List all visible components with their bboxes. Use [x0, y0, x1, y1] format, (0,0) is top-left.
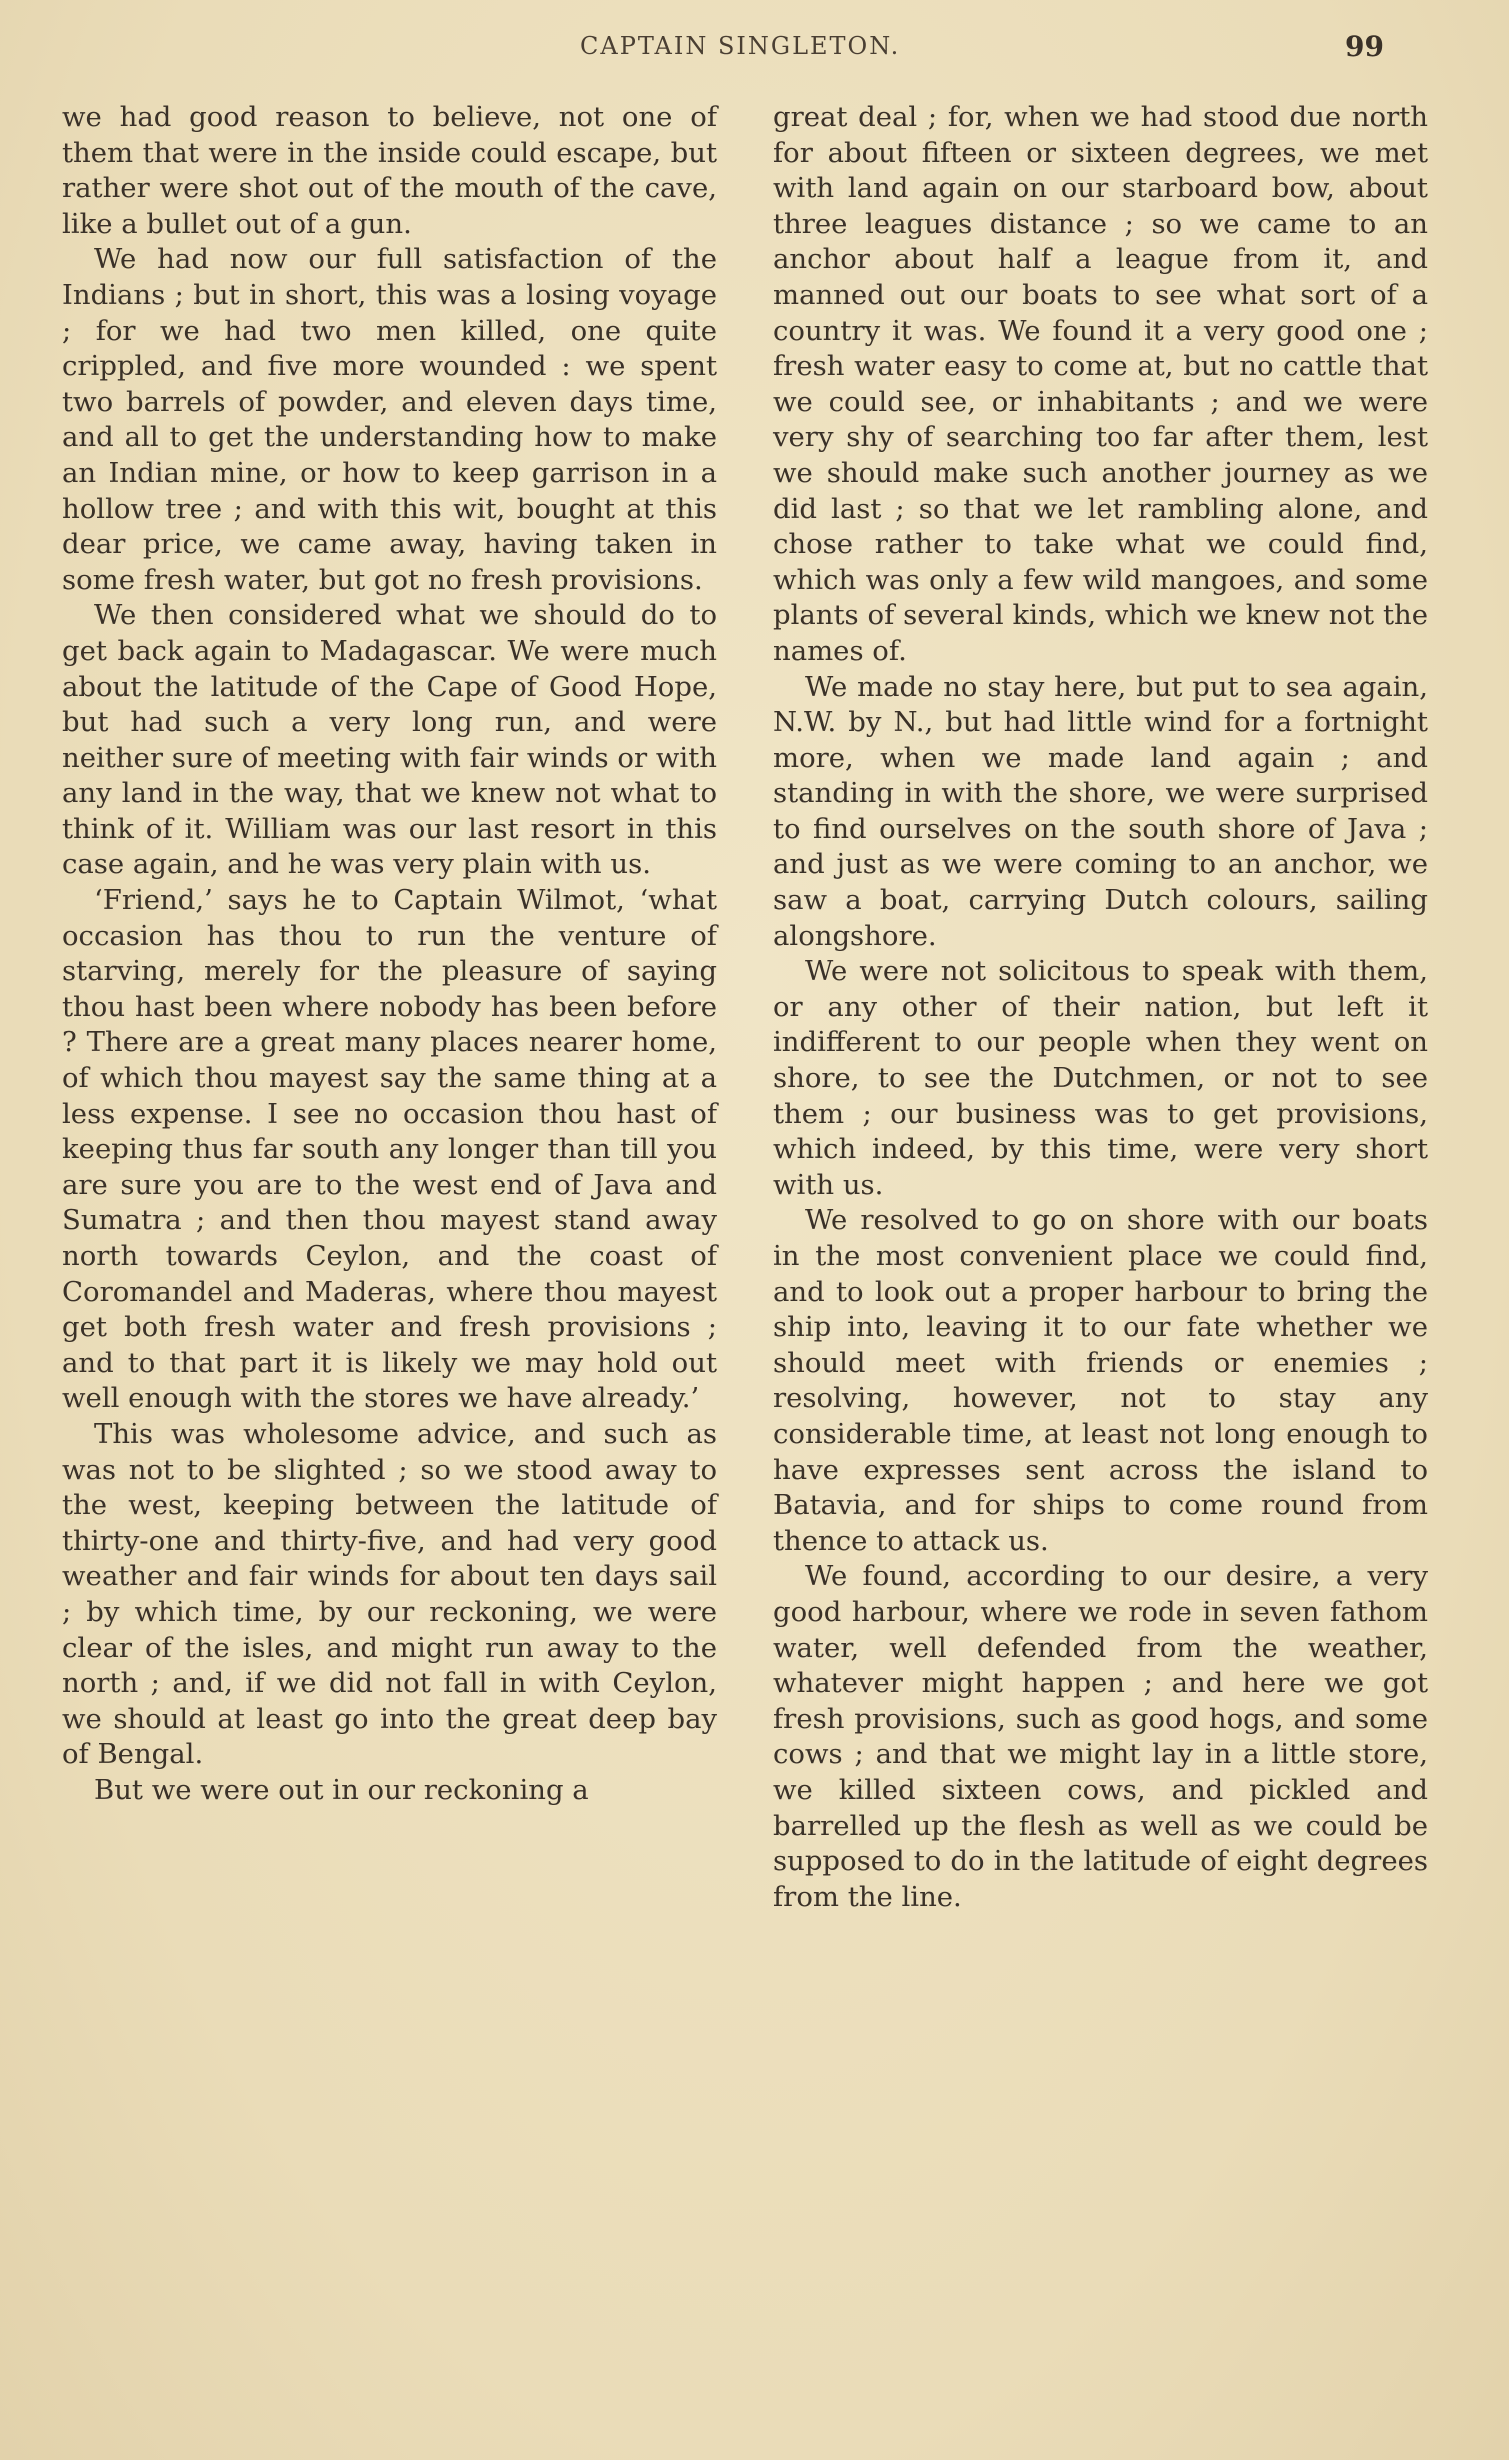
paragraph: We were not solicitous to speak with them, or any other of their nation, but left it indifferent to our people when they went on shore, to see the Dutchmen, or not to see them ; our business was to get provisions, which indeed, by this time, were very short with us.: [773, 955, 1428, 1201]
paragraph: We made no stay here, but put to sea again, N.W. by N., but had little wind for a fortnight more, when we made land again ; and standing in with the shore, we were surprised to find ourselves on the south shore of Java ; and just as we were coming to an anchor, we saw a boat, carrying Dutch colours, sailing alongshore.: [773, 670, 1428, 952]
left-column: [62, 100, 717, 1809]
running-head: CAPTAIN SINGLETON.: [580, 32, 901, 60]
page-header: [0, 32, 1509, 72]
paragraph: we had good reason to believe, not one of them that were in the inside could escape, but rather were shot out of the mouth of the cave, like a bullet out of a gun.: [62, 101, 717, 240]
paragraph: This was wholesome advice, and such as was not to be slighted ; so we stood away to the west, keeping between the latitude of thirty-one and thirty-five, and had very good weather and fair winds for about ten days sail ; by which time, by our reckoning, we were clear of the isles, and might run away to the north ; and, if we did not fall in with Ceylon, we should at least go into the great deep bay of Bengal.: [62, 1417, 717, 1771]
paragraph: We resolved to go on shore with our boats in the most convenient place we could find, and to look out a proper harbour to bring the ship into, leaving it to our fate whether we should meet with friends or enemies ; resolving, however, not to stay any considerable time, at least not long enough to have expresses sent across the island to Batavia, and for ships to come round from thence to attack us.: [773, 1204, 1428, 1557]
paragraph: ‘Friend,’ says he to Captain Wilmot, ‘what occasion has thou to run the venture of starving, merely for the pleasure of saying thou hast been where nobody has been before ? There are a great many places nearer home, of which thou mayest say the same thing at a less expense. I see no occasion thou hast of keeping thus far south any longer than till you are sure you are to the west end of Java and Sumatra ; and then thou mayest stand away north towards Ceylon, and the coast of Coromandel and Maderas, where thou mayest get both fresh water and fresh provisions ; and to that part it is likely we may hold out well enough with the stores we have already.’: [62, 884, 717, 1415]
paragraph: But we were out in our reckoning a: [94, 1773, 589, 1806]
page-number: 99: [1345, 30, 1384, 63]
paragraph: We had now our full satisfaction of the Indians ; but in short, this was a losing voyage ; for we had two men killed, one quite crippled, and five more wounded : we spent two barrels of powder, and eleven days time, and all to get the understanding how to make an Indian mine, or how to keep garrison in a hollow tree ; and with this wit, bought at this dear price, we came away, having taken in some fresh water, but got no fresh provisions.: [62, 243, 717, 596]
paragraph: great deal ; for, when we had stood due north for about fifteen or sixteen degrees, we met with land again on our starboard bow, about three leagues distance ; so we came to an anchor about half a league from it, and manned out our boats to see what sort of a country it was. We found it a very good one ; fresh water easy to come at, but no cattle that we could see, or inhabitants ; and we were very shy of searching too far after them, lest we should make such another journey as we did last ; so that we let rambling alone, and chose rather to take what we could find, which was only a few wild mangoes, and some plants of several kinds, which we knew not the names of.: [773, 101, 1428, 667]
paragraph: We found, according to our desire, a very good harbour, where we rode in seven fathom water, well defended from the weather, whatever might happen ; and here we got fresh provisions, such as good hogs, and some cows ; and that we might lay in a little store, we killed sixteen cows, and pickled and barrelled up the flesh as well as we could be supposed to do in the latitude of eight degrees from the line.: [773, 1560, 1428, 1913]
paragraph: We then considered what we should do to get back again to Madagascar. We were much about the latitude of the Cape of Good Hope, but had such a very long run, and were neither sure of meeting with fair winds or with any land in the way, that we knew not what to think of it. William was our last resort in this case again, and he was very plain with us.: [62, 599, 717, 881]
right-column: [773, 100, 1428, 1915]
